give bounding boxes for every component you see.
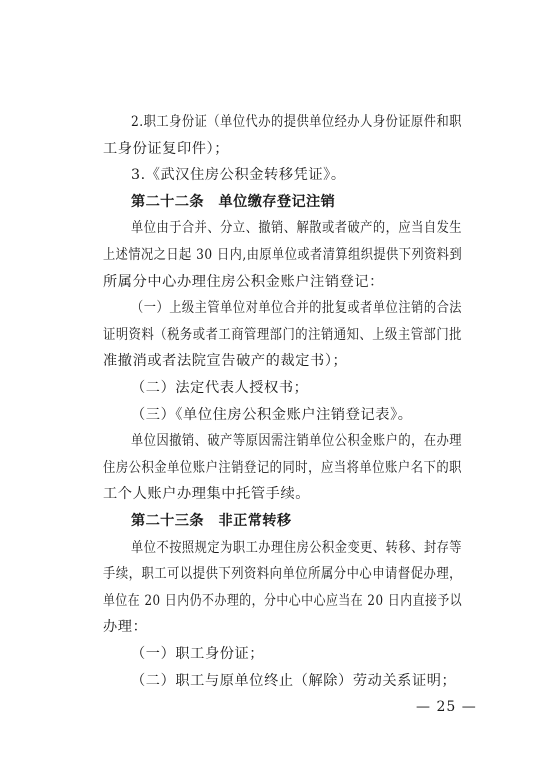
paragraph-line: 准撤消或者法院宣告破产的裁定书）； [103,353,348,370]
page-number: — 25 — [416,699,477,715]
paragraph-line: 单位在 20 日内仍不办理的，分中心中心应当在 20 日内直接予以 [103,592,463,609]
paragraph-line: 上述情况之日起 30 日内,由原单位或者清算组织提供下列资料到 [103,247,463,263]
paragraph-line: 办理： [103,619,148,636]
article-22-heading: 第二十二条 单位缴存登记注销 [131,193,336,210]
list-item-id-card: （一）职工身份证； [131,646,265,662]
paragraph-line: 单位由于合并、分立、撤销、解散或者破产的，应当自发生 [131,220,463,237]
list-item-transfer-voucher: 3.《武汉住房公积金转移凭证》。 [131,167,346,184]
paragraph-line: 手续，职工可以提供下列资料向单位所属分中心申请督促办理， [103,566,462,583]
list-item-approval: （一）上级主管单位对单位合并的批复或者单位注销的合法 [131,300,463,317]
list-item-labor-termination: （二）职工与原单位终止（解除）劳动关系证明； [131,672,457,689]
paragraph-line: 单位不按照规定为职工办理住房公积金变更、转移、封存等 [131,539,463,556]
list-item-authorization: （二）法定代表人授权书； [131,380,309,396]
list-item-id-card: 2.职工身份证（单位代办的提供单位经办人身份证原件和职 [131,114,463,130]
paragraph-line: 住房公积金单位账户注销登记的同时，应当将单位账户名下的职 [103,459,462,476]
paragraph-line: 工个人账户办理集中托管手续。 [103,486,311,503]
paragraph-line: 证明资料（税务或者工商管理部门的注销通知、上级主管部门批 [103,326,462,343]
paragraph-line: 单位因撤销、破产等原因需注销单位公积金账户的，在办理 [131,433,463,450]
text-line: 工身份证复印件）； [103,140,229,157]
list-item-cancellation-form: （三）《单位住房公积金账户注销登记表》。 [131,406,413,423]
paragraph-line: 所属分中心办理住房公积金账户注销登记： [103,273,384,290]
article-23-heading: 第二十三条 非正常转移 [131,513,292,529]
